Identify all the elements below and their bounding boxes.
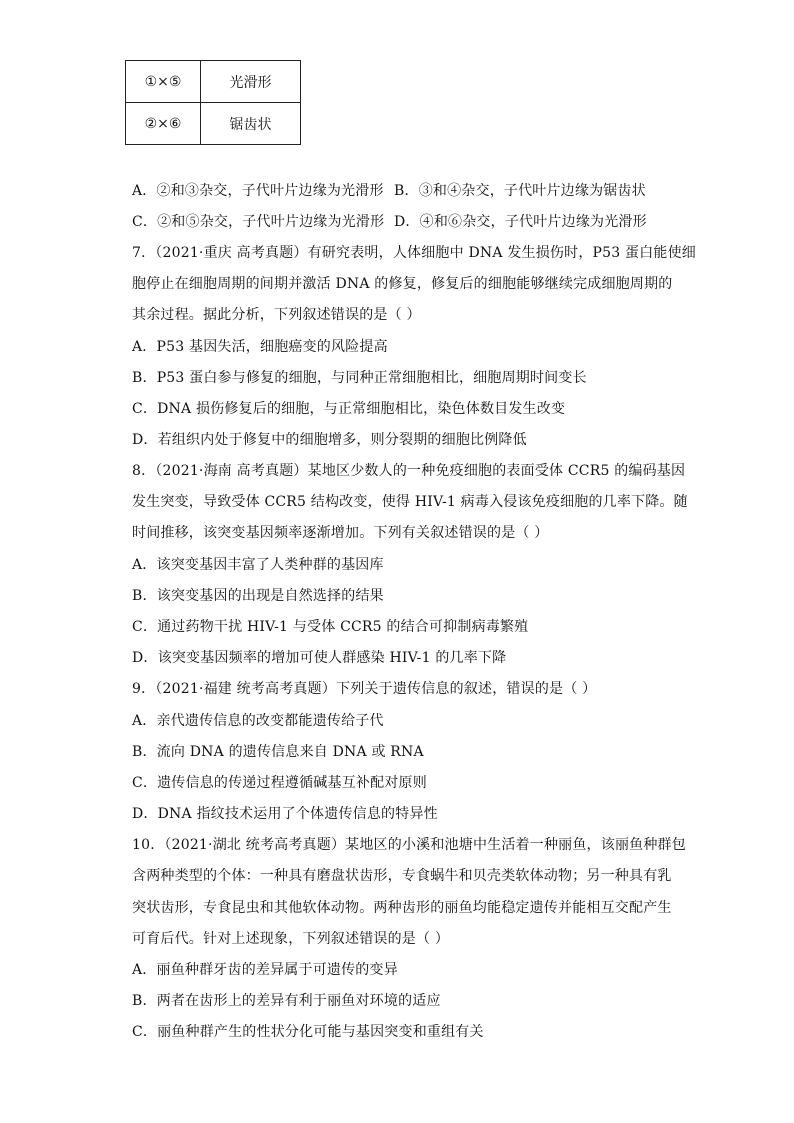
q8-stem-line: 8．（2021·海南 高考真题）某地区少数人的一种免疫细胞的表面受体 CCR5 的编码基因	[132, 463, 686, 479]
table-cell-cross: ②×⑥	[126, 103, 201, 145]
q10-option-b: B．两者在齿形上的差异有利于丽鱼对环境的适应	[132, 993, 441, 1009]
q9-option-d: D．DNA 指纹技术运用了个体遗传信息的特异性	[132, 806, 438, 822]
q6-option-d: D．④和⑥杂交，子代叶片边缘为光滑形	[394, 214, 647, 230]
q6-option-b: B．③和④杂交，子代叶片边缘为锯齿状	[394, 183, 646, 199]
q7-option-b: B．P53 蛋白参与修复的细胞，与同种正常细胞相比，细胞周期时间变长	[132, 370, 587, 386]
q10-stem-line: 含两种类型的个体：一种具有磨盘状齿形，专食蜗牛和贝壳类软体动物；另一种具有乳	[132, 868, 672, 884]
q10-stem-line: 10．（2021·湖北 统考高考真题）某地区的小溪和池塘中生活着一种丽鱼，该丽鱼种群包	[132, 837, 686, 853]
table-row	[126, 103, 301, 145]
q7-option-a: A．P53 基因失活，细胞癌变的风险提高	[132, 339, 388, 355]
q8-option-b: B．该突变基因的出现是自然选择的结果	[132, 588, 384, 604]
table-row	[126, 61, 301, 103]
q8-option-a: A．该突变基因丰富了人类种群的基因库	[132, 557, 384, 573]
q8-stem-line: 发生突变，导致受体 CCR5 结构改变，使得 HIV-1 病毒入侵该免疫细胞的几率下降。随	[132, 494, 688, 510]
q9-option-b: B．流向 DNA 的遗传信息来自 DNA 或 RNA	[132, 744, 424, 760]
q9-stem-line: 9．（2021·福建 统考高考真题）下列关于遗传信息的叙述，错误的是（ ）	[132, 681, 597, 697]
q8-stem-line: 时间推移，该突变基因频率逐渐增加。下列有关叙述错误的是（ ）	[132, 525, 549, 541]
table-cell-cross: ①×⑤	[126, 61, 201, 103]
q6-option-c: C．②和⑤杂交，子代叶片边缘为光滑形	[132, 214, 385, 230]
q7-option-c: C．DNA 损伤修复后的细胞，与正常细胞相比，染色体数目发生改变	[132, 401, 566, 417]
q6-option-a: A．②和③杂交，子代叶片边缘为光滑形	[132, 183, 384, 199]
q10-option-c: C．丽鱼种群产生的性状分化可能与基因突变和重组有关	[132, 1024, 484, 1040]
table-cell-result: 光滑形	[201, 61, 301, 103]
q10-stem-line: 可育后代。针对上述现象，下列叙述错误的是（ ）	[132, 931, 450, 947]
q8-option-c: C．通过药物干扰 HIV-1 与受体 CCR5 的结合可抑制病毒繁殖	[132, 619, 529, 635]
q6-options-row-2	[132, 212, 662, 232]
q8-option-d: D．该突变基因频率的增加可使人群感染 HIV-1 的几率下降	[132, 650, 507, 666]
q7-stem-line: 胞停止在细胞周期的间期并激活 DNA 的修复，修复后的细胞能够继续完成细胞周期的	[132, 276, 673, 292]
cross-result-table	[125, 60, 301, 145]
q6-options-row-1	[132, 181, 662, 201]
q9-option-c: C．遗传信息的传递过程遵循碱基互补配对原则	[132, 775, 427, 791]
q10-stem-line: 突状齿形，专食昆虫和其他软体动物。两种齿形的丽鱼均能稳定遗传并能相互交配产生	[132, 900, 672, 916]
table-cell-result: 锯齿状	[201, 103, 301, 145]
q10-option-a: A．丽鱼种群牙齿的差异属于可遗传的变异	[132, 962, 398, 978]
q7-stem-line: 其余过程。据此分析，下列叙述错误的是（ ）	[132, 307, 421, 323]
q9-option-a: A．亲代遗传信息的改变都能遗传给子代	[132, 713, 384, 729]
q7-option-d: D．若组织内处于修复中的细胞增多，则分裂期的细胞比例降低	[132, 432, 527, 448]
q7-stem-line: 7．（2021·重庆 高考真题）有研究表明，人体细胞中 DNA 发生损伤时，P53 蛋白能使细	[132, 245, 697, 261]
